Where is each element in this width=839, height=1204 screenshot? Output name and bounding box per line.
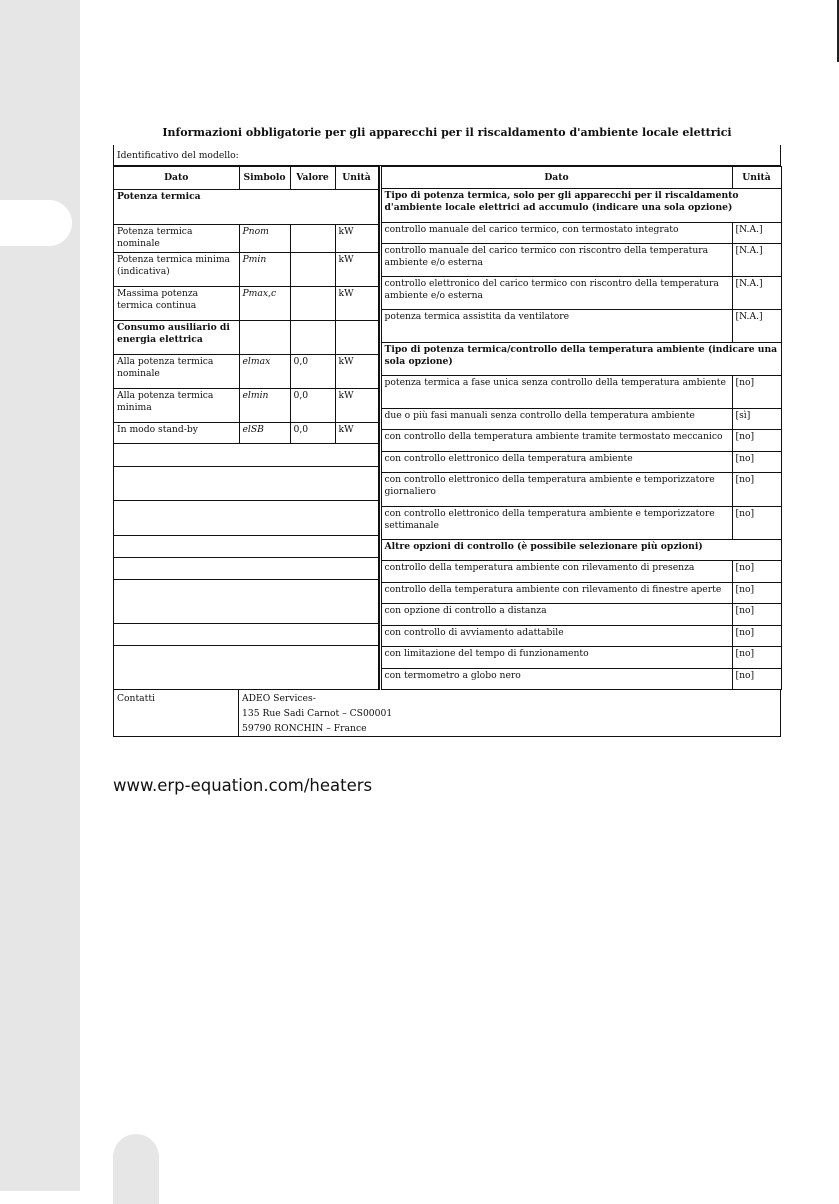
table-row [380,626,781,647]
blank-row [114,645,378,690]
table-row [380,647,781,669]
table-row [380,310,781,343]
row-unit: [N.A.] [732,244,781,277]
contact-row [113,690,781,737]
empty-cell [335,320,378,354]
blank-row [114,623,378,645]
table-row [114,388,378,422]
row-unit: [no] [732,561,781,583]
blank-row [114,444,378,467]
blank-row [114,467,378,501]
row-label: con controllo elettronico della temperatura ambiente e temporizzatore settimanale [380,507,732,540]
section-title: Tipo di potenza termica, solo per gli apparecchi per il riscaldamento d'ambiente locale elettrici ad accumulo (indicare una sola opzione) [380,189,781,223]
row-value [290,224,335,252]
row-label: con controllo della temperatura ambiente tramite termostato meccanico [380,430,732,452]
page-tab-marker [0,200,72,246]
row-unit: [no] [732,452,781,473]
row-unit: kW [335,252,378,286]
header-dato: Dato [114,167,239,190]
right-section-other [380,540,781,561]
blank-row [114,579,378,623]
row-unit: [N.A.] [732,223,781,244]
row-unit: [no] [732,604,781,626]
row-value [290,252,335,286]
empty-cell [114,536,378,558]
row-unit: [no] [732,507,781,540]
left-section-power [114,189,378,224]
table-row [380,669,781,690]
row-label: con opzione di controllo a distanza [380,604,732,626]
row-label: controllo manuale del carico termico, con termostato integrato [380,223,732,244]
row-unit: [no] [732,376,781,409]
row-unit: kW [335,286,378,320]
row-unit: kW [335,354,378,388]
row-symbol: elSB [239,422,290,444]
row-symbol: elmax [239,354,290,388]
table-row [380,583,781,604]
row-label: con termometro a globo nero [380,669,732,690]
website-url[interactable]: www.erp-equation.com/heaters [113,776,373,795]
row-label: potenza termica assistita da ventilatore [380,310,732,343]
table-row [380,507,781,540]
row-value: 0,0 [290,354,335,388]
info-sheet [113,145,781,737]
table-row [380,376,781,409]
header-simbolo: Simbolo [239,167,290,190]
row-unit: [no] [732,583,781,604]
section-title: Potenza termica [114,189,378,224]
contact-line: ADEO Services- [242,693,316,704]
table-row [114,354,378,388]
row-unit: kW [335,224,378,252]
left-table [114,166,379,690]
row-symbol: Pmax,c [239,286,290,320]
table-row [380,277,781,310]
row-label: con limitazione del tempo di funzionamento [380,647,732,669]
table-row [114,224,378,252]
row-unit: [no] [732,430,781,452]
table-row [114,286,378,320]
table-row [380,604,781,626]
blank-row [114,501,378,536]
right-table [379,166,782,690]
empty-cell [114,579,378,623]
model-identifier-row [113,145,781,166]
right-header-row [380,167,781,189]
row-unit: [N.A.] [732,277,781,310]
row-label: Alla potenza termica nominale [114,354,239,388]
header-unita: Unità [732,167,781,189]
blank-row [114,536,378,558]
row-unit: kW [335,422,378,444]
row-value [290,286,335,320]
row-label: controllo della temperatura ambiente con rilevamento di finestre aperte [380,583,732,604]
row-unit: [N.A.] [732,310,781,343]
row-unit: [no] [732,669,781,690]
left-margin-strip [0,0,80,1191]
empty-cell [114,467,378,501]
header-unita: Unità [335,167,378,190]
row-label: Potenza termica nominale [114,224,239,252]
table-row [380,409,781,430]
section-title: Consumo ausiliario di energia elettrica [114,320,239,354]
row-unit: [no] [732,473,781,507]
contact-label: Contatti [114,690,239,736]
contact-address [239,690,395,736]
row-label: controllo manuale del carico termico con riscontro della temperatura ambiente e/o esterna [380,244,732,277]
table-row [380,223,781,244]
empty-cell [239,320,290,354]
row-symbol: Pmin [239,252,290,286]
section-title: Tipo di potenza termica/controllo della temperatura ambiente (indicare una sola opzione) [380,343,781,376]
header-dato: Dato [380,167,732,189]
row-label: controllo elettronico del carico termico con riscontro della temperatura ambiente e/o esterna [380,277,732,310]
model-identifier-label: Identificativo del modello: [117,150,239,161]
row-unit: [sì] [732,409,781,430]
row-label: In modo stand-by [114,422,239,444]
contact-line: 135 Rue Sadi Carnot – CS00001 [242,708,393,719]
table-row [114,422,378,444]
row-label: con controllo di avviamento adattabile [380,626,732,647]
row-unit: [no] [732,647,781,669]
table-columns [113,166,781,690]
row-symbol: elmin [239,388,290,422]
row-label: Alla potenza termica minima [114,388,239,422]
bottom-tab-marker [113,1134,159,1204]
row-label: potenza termica a fase unica senza controllo della temperatura ambiente [380,376,732,409]
page-title: Informazioni obbligatorie per gli apparecchi per il riscaldamento d'ambiente locale elettrici [162,126,732,139]
right-section-control [380,343,781,376]
row-label: Massima potenza termica continua [114,286,239,320]
row-unit: [no] [732,626,781,647]
table-row [380,244,781,277]
row-value: 0,0 [290,388,335,422]
contact-line: 59790 RONCHIN – France [242,723,367,734]
table-row [380,561,781,583]
row-unit: kW [335,388,378,422]
row-label: controllo della temperatura ambiente con rilevamento di presenza [380,561,732,583]
table-row [114,252,378,286]
header-valore: Valore [290,167,335,190]
empty-cell [114,444,378,467]
right-section-storage [380,189,781,223]
row-label: Potenza termica minima (indicativa) [114,252,239,286]
left-section-aux [114,320,378,354]
blank-row [114,557,378,579]
section-title: Altre opzioni di controllo (è possibile selezionare più opzioni) [380,540,781,561]
row-label: con controllo elettronico della temperatura ambiente e temporizzatore giornaliero [380,473,732,507]
row-label: due o più fasi manuali senza controllo della temperatura ambiente [380,409,732,430]
row-symbol: Pnom [239,224,290,252]
table-row [380,452,781,473]
table-row [380,473,781,507]
empty-cell [114,645,378,690]
empty-cell [290,320,335,354]
table-row [380,430,781,452]
left-header-row [114,167,378,190]
empty-cell [114,557,378,579]
row-label: con controllo elettronico della temperatura ambiente [380,452,732,473]
row-value: 0,0 [290,422,335,444]
empty-cell [114,623,378,645]
empty-cell [114,501,378,536]
